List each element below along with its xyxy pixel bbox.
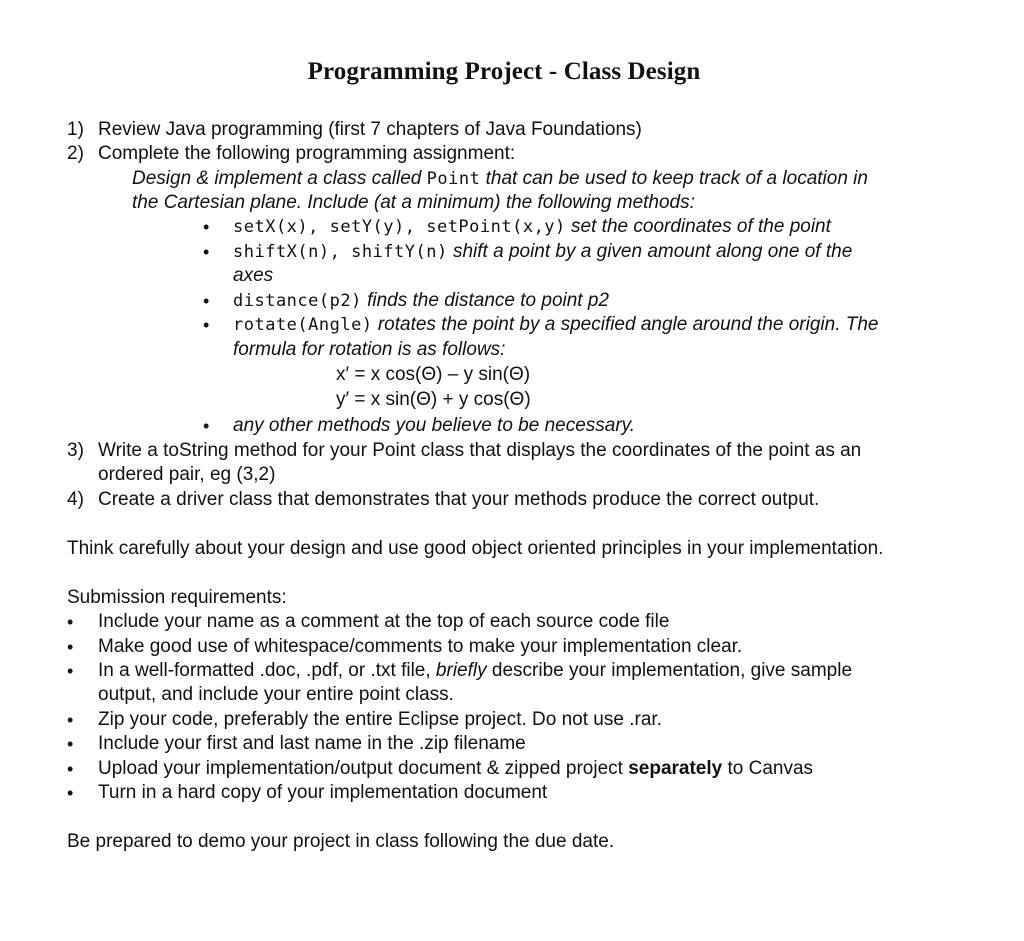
requirement-item: Include your first and last name in the .zip filename	[98, 733, 526, 754]
design-line: the Cartesian plane. Include (at a minimum) the following methods:	[132, 192, 695, 213]
design-line	[132, 167, 868, 191]
method-code: distance(p2)	[233, 291, 362, 311]
requirement-text: describe your implementation, give sample	[486, 660, 853, 681]
bullet-icon: •	[67, 759, 74, 779]
step-number: 4)	[67, 489, 84, 510]
requirement-item	[98, 659, 852, 683]
bullet-icon: •	[67, 710, 74, 730]
bullet-icon: •	[203, 315, 210, 335]
bullet-icon: •	[67, 734, 74, 754]
requirement-item: Make good use of whitespace/comments to make your implementation clear.	[98, 636, 743, 657]
requirement-item	[98, 757, 813, 781]
requirement-item: Zip your code, preferably the entire Eclipse project. Do not use .rar.	[98, 709, 662, 730]
method-desc: rotates the point by a specified angle around the origin. The	[372, 314, 879, 335]
method-desc: shift a point by a given amount along one of the	[447, 241, 853, 262]
method-desc-cont: formula for rotation is as follows:	[233, 339, 506, 360]
method-desc-cont: axes	[233, 265, 274, 286]
step-number: 2)	[67, 143, 84, 164]
submission-heading: Submission requirements:	[67, 587, 287, 608]
step-number: 3)	[67, 440, 84, 461]
requirement-text: In a well-formatted .doc, .pdf, or .txt file,	[98, 660, 436, 681]
bullet-icon: •	[203, 217, 210, 237]
method-item	[233, 289, 609, 313]
closing-paragraph: Be prepared to demo your project in class following the due date.	[67, 831, 615, 852]
requirement-item: Include your name as a comment at the top of each source code file	[98, 611, 670, 632]
requirement-emphasis: briefly	[435, 660, 487, 681]
step-text: Complete the following programming assignment:	[98, 143, 516, 164]
design-text: Design & implement a class called	[132, 168, 427, 189]
method-code: setX(x), setY(y), setPoint(x,y)	[233, 217, 566, 237]
bullet-icon: •	[203, 291, 210, 311]
requirement-text: to Canvas	[722, 758, 814, 779]
bullet-icon: •	[67, 612, 74, 632]
method-code: shiftX(n), shiftY(n)	[233, 242, 448, 262]
step-number: 1)	[67, 119, 84, 140]
step-text-cont: ordered pair, eg (3,2)	[98, 464, 276, 485]
step-text: Write a toString method for your Point class that displays the coordinates of the point as an	[98, 440, 862, 461]
step-text: Create a driver class that demonstrates that your methods produce the correct output.	[98, 489, 820, 510]
requirement-item: Turn in a hard copy of your implementation document	[98, 782, 548, 803]
method-item: any other methods you believe to be necessary.	[233, 415, 636, 436]
method-item	[233, 313, 879, 337]
formula-y: y′ = x sin(Θ) + y cos(Θ)	[336, 389, 531, 410]
formula-x: x′ = x cos(Θ) – y sin(Θ)	[336, 364, 531, 385]
requirement-bold: separately	[628, 758, 723, 779]
bullet-icon: •	[203, 242, 210, 262]
page-title: Programming Project - Class Design	[307, 58, 701, 85]
method-code: rotate(Angle)	[233, 315, 373, 335]
method-desc: finds the distance to point p2	[361, 290, 609, 311]
method-item	[233, 215, 831, 239]
think-paragraph: Think carefully about your design and use good object oriented principles in your implementation.	[67, 538, 884, 559]
method-item	[233, 240, 852, 264]
method-desc: set the coordinates of the point	[565, 216, 831, 237]
step-text: Review Java programming (first 7 chapters of Java Foundations)	[98, 119, 642, 140]
bullet-icon: •	[67, 661, 74, 681]
design-text: that can be used to keep track of a location in	[480, 168, 868, 189]
bullet-icon: •	[67, 783, 74, 803]
bullet-icon: •	[203, 416, 210, 436]
class-name-code: Point	[426, 169, 481, 189]
requirement-item-cont: output, and include your entire point class.	[98, 684, 454, 705]
requirement-text: Upload your implementation/output document & zipped project	[98, 758, 629, 779]
bullet-icon: •	[67, 637, 74, 657]
